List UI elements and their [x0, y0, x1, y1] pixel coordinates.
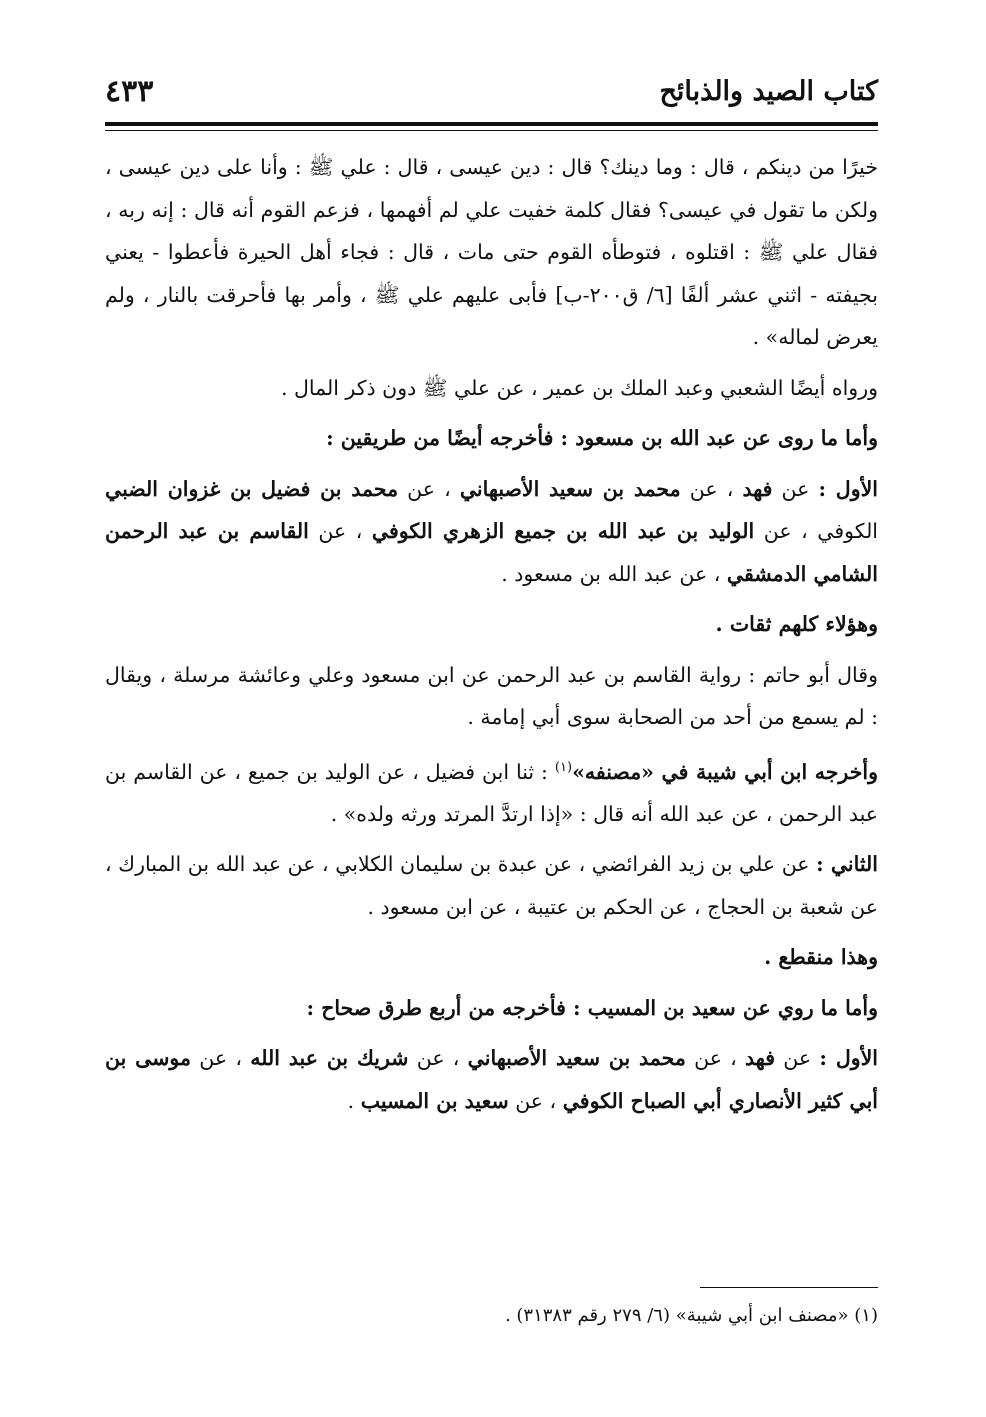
- chain-text: ، عن: [398, 476, 460, 501]
- chain-text: الكوفي ، عن: [754, 519, 879, 543]
- footnote-marker[interactable]: (١): [554, 759, 573, 775]
- first-label: الأول :: [819, 1046, 878, 1071]
- chain-text: ، عن: [685, 1046, 746, 1071]
- interrupted-note: وهذا منقطع .: [764, 945, 878, 970]
- narrator-name: محمد بن سعيد الأصبهاني: [459, 476, 681, 501]
- chain-text: عن: [772, 476, 819, 501]
- page-number: ٤٣٣: [105, 74, 154, 109]
- second-label: الثاني :: [816, 852, 879, 877]
- header-rule-thin: [105, 130, 878, 131]
- paragraph-first-chain-ibn-musayyib: [105, 1037, 878, 1122]
- paragraph-abu-hatim: وقال أبو حاتم : رواية القاسم بن عبد الرحمن عن ابن مسعود وعلي وعائشة مرسلة ، ويقال : لم يسمع من أحد من الصحابة سوى أبي إمامة .: [105, 662, 878, 729]
- heading-ibn-masud: وأما ما روى عن عبد الله بن مسعود : فأخرجه أيضًا من طريقين :: [326, 426, 878, 450]
- ibn-abi-shaybah-lead: وأخرجه ابن أبي شيبة في «مصنفه»: [572, 759, 878, 784]
- footnote-rule: [700, 1287, 878, 1288]
- narrator-name: فهد: [742, 476, 773, 501]
- chain-text: ، عن: [680, 476, 743, 501]
- narrator-name: الوليد بن عبد الله بن جميع الزهري الكوفي: [371, 519, 755, 543]
- paragraph-shabi: ورواه أيضًا الشعبي وعبد الملك بن عمير ، عن علي ﷺ دون ذكر المال .: [280, 375, 878, 400]
- footnote: (١) «مصنف ابن أبي شيبة» (٦/ ٢٧٩ رقم ٣١٣٨٣) .: [504, 1305, 878, 1326]
- second-chain-text: عن علي بن زيد الفرائضي ، عن عبدة بن سليمان الكلابي ، عن عبد الله بن المبارك ، عن شعبة بن الحجاج ، عن الحكم بن عتيبة ، عن ابن مسعود .: [105, 852, 878, 919]
- ibn-abi-shaybah-text: : ثنا ابن فضيل ، عن الوليد بن جميع ، عن القاسم بن عبد الرحمن ، عن عبد الله أنه قال : «إذا ارتدَّ المرتد ورثه ولده» .: [105, 759, 878, 826]
- chain-text: .: [347, 1088, 361, 1113]
- chain-text: ، عن عبد الله بن مسعود .: [501, 561, 727, 586]
- paragraph-first-chain-ibn-masud: [105, 468, 878, 596]
- running-title: كتاب الصيد والذبائح: [659, 76, 878, 107]
- chain-text: ، عن: [191, 1046, 251, 1071]
- chain-text: ، عن: [508, 1088, 563, 1113]
- narrator-name: سعيد بن المسيب: [360, 1088, 509, 1113]
- narrator-name: موسى بن أبي كثير الأنصاري أبي الصباح الكوفي: [105, 1046, 878, 1113]
- heading-ibn-musayyib: وأما ما روي عن سعيد بن المسيب : فأخرجه من أربع طرق صحاح :: [306, 995, 878, 1020]
- chain-text: ، عن: [408, 1046, 468, 1071]
- narrator-name: شريك بن عبد الله: [250, 1046, 409, 1071]
- chain-text: ، عن: [308, 519, 372, 543]
- narrator-name: القاسم بن عبد الرحمن الشامي الدمشقي: [105, 519, 878, 586]
- narrator-name: فهد: [745, 1046, 776, 1071]
- page-header: [105, 72, 878, 120]
- header-rule: [105, 122, 878, 126]
- chain-text: عن: [775, 1046, 820, 1071]
- paragraph-ibn-abi-shaybah: [105, 747, 878, 836]
- paragraph-second-chain: [105, 843, 878, 928]
- narrator-name: محمد بن فضيل بن غزوان الضبي: [105, 476, 399, 501]
- trust-note: وهؤلاء كلهم ثقات .: [715, 612, 878, 636]
- body-text: [105, 146, 878, 1130]
- narrator-name: محمد بن سعيد الأصبهاني: [467, 1046, 686, 1071]
- paragraph-narration: خيرًا من دينكم ، قال : وما دينك؟ قال : دين عيسى ، قال : علي ﷺ : وأنا على دين عيسى ، ولكن ما تقول في عيسى؟ فقال كلمة خفيت علي لم أفهمها ، فزعم القوم أنه قال : إنه ربه ، فقال علي ﷺ : اقتلوه ، فتوطأه القوم حتى مات ، قال : فجاء أهل الحيرة فأعطوا - يعني بجيفته - اثني عشر ألفًا [٦/ ق٢٠٠-ب] فأبى عليهم علي ﷺ ، وأمر بها فأحرقت بالنار ، ولم يعرض لماله» .: [105, 155, 878, 349]
- first-label: الأول :: [818, 476, 878, 501]
